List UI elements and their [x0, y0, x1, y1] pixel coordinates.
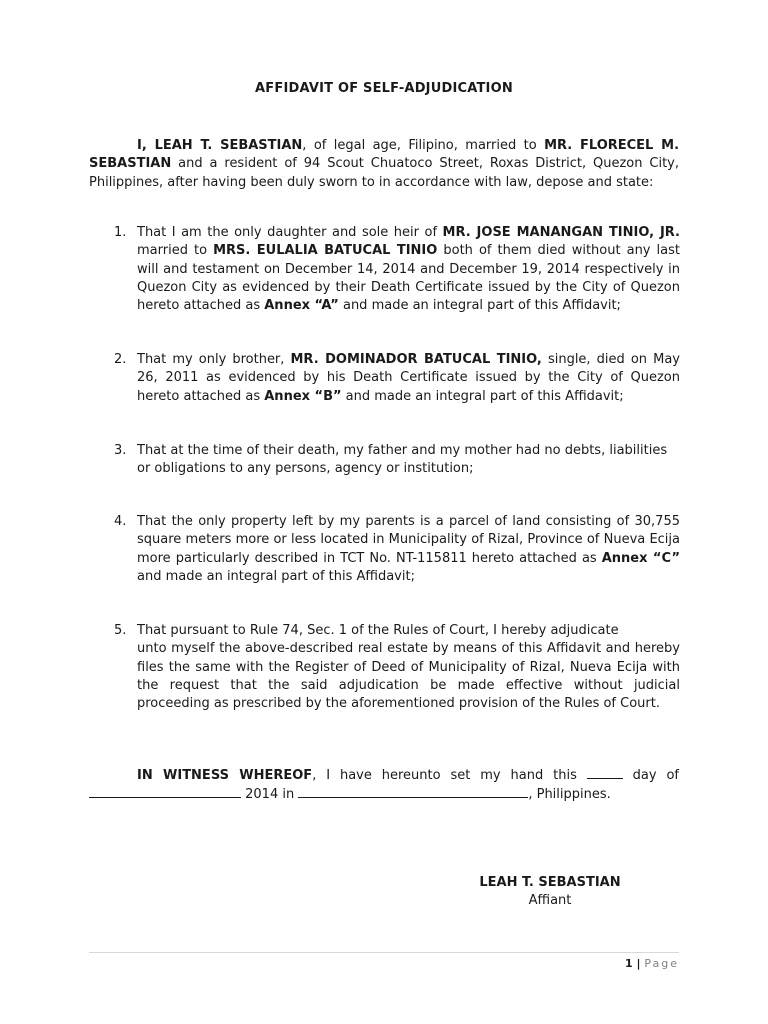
- annex-b: Annex “B”: [264, 388, 342, 404]
- document-title: AFFIDAVIT OF SELF-ADJUDICATION: [255, 81, 513, 96]
- intro-paragraph: [89, 137, 679, 192]
- list-item-5: [114, 622, 680, 713]
- brother-name: MR. DOMINADOR BATUCAL TINIO,: [290, 352, 542, 367]
- list-item-4: [114, 513, 680, 586]
- intro-text-1: , of legal age, Filipino, married to: [302, 138, 545, 153]
- text-segment: day of: [622, 768, 679, 783]
- list-number: 2.: [114, 352, 127, 367]
- text-segment: That pursuant to Rule 74, Sec. 1 of the Rules of Court, I hereby adjudicate: [137, 623, 619, 638]
- text-segment: That the only property left by my parents is a parcel of land consisting of 30,755 square meters more or less located in Municipality of Rizal, Province of Nueva Ecija more particularly described in TCT No. NT-115811 hereto attached as: [137, 514, 680, 566]
- intro-text-2: and a resident of 94 Scout Chuatoco Street, Roxas District, Quezon City, Philippines, after having been duly sworn to in accordance with law, depose and state:: [89, 156, 679, 190]
- text-segment: both of them died without any last will and testament on December 14, 2014 and December 19, 2014 respectively in Quezon City as evidenced by their Death Certificate issued by the City of Quezon hereto attached as: [137, 243, 680, 314]
- list-number: 5.: [114, 623, 127, 638]
- witness-clause: [89, 766, 679, 805]
- signatory-role: Affiant: [528, 893, 572, 908]
- footer-divider: [89, 952, 679, 953]
- affiant-name: I, LEAH T. SEBASTIAN: [137, 138, 303, 153]
- mother-name: MRS. EULALIA BATUCAL TINIO: [213, 243, 438, 259]
- text-segment: That my only brother,: [137, 352, 291, 367]
- text-segment: unto myself the above-described real estate by means of this Affidavit and hereby files the same with the Register of Deed of Municipality of Rizal, Nueva Ecija with the request that the said adjudication be made effective without judicial proceeding as prescribed by the aforementioned provision of the Rules of Court.: [137, 641, 680, 712]
- list-item-text: [137, 513, 680, 586]
- day-blank[interactable]: [587, 766, 623, 779]
- text-segment: , I have hereunto set my hand this: [312, 768, 587, 783]
- list-item-text: [137, 622, 680, 713]
- list-number: 1.: [114, 225, 127, 240]
- list-number: 3.: [114, 443, 127, 458]
- list-item-text: [137, 224, 680, 315]
- text-segment: married to: [137, 243, 214, 259]
- page-number: 1: [625, 957, 633, 970]
- month-blank[interactable]: [89, 785, 241, 798]
- text-segment: and made an integral part of this Affidavit;: [137, 568, 415, 584]
- page-separator: |: [632, 957, 645, 970]
- list-number: 4.: [114, 514, 127, 529]
- page-word: Page: [644, 957, 679, 970]
- list-item-text: [137, 442, 680, 479]
- text-segment: 2014 in: [241, 787, 299, 803]
- father-name: MR. JOSE MANANGAN TINIO, JR.: [442, 225, 680, 240]
- list-item-3: [114, 442, 680, 479]
- text-segment: and made an integral part of this Affidavit;: [338, 298, 621, 314]
- signatory-name: LEAH T. SEBASTIAN: [479, 875, 621, 890]
- place-blank[interactable]: [298, 785, 528, 798]
- text-segment: That I am the only daughter and sole heir of: [137, 225, 443, 240]
- page-footer: [560, 957, 679, 970]
- witness-heading: IN WITNESS WHEREOF: [137, 768, 313, 783]
- annex-a: Annex “A”: [264, 298, 339, 314]
- list-item-text: [137, 351, 680, 406]
- text-segment: single, died on May 26, 2011 as evidenced by his Death Certificate issued by the City of Quezon hereto attached as: [137, 352, 680, 404]
- text-segment: , Philippines.: [528, 787, 611, 803]
- list-item-1: [114, 224, 680, 315]
- text-segment: That at the time of their death, my father and my mother had no debts, liabilities or obligations to any persons, agency or institution;: [137, 443, 668, 477]
- annex-c: Annex “C”: [601, 550, 680, 566]
- spouse-name: MR. FLORECEL M. SEBASTIAN: [89, 138, 680, 172]
- list-item-2: [114, 351, 680, 406]
- text-segment: and made an integral part of this Affidavit;: [341, 388, 624, 404]
